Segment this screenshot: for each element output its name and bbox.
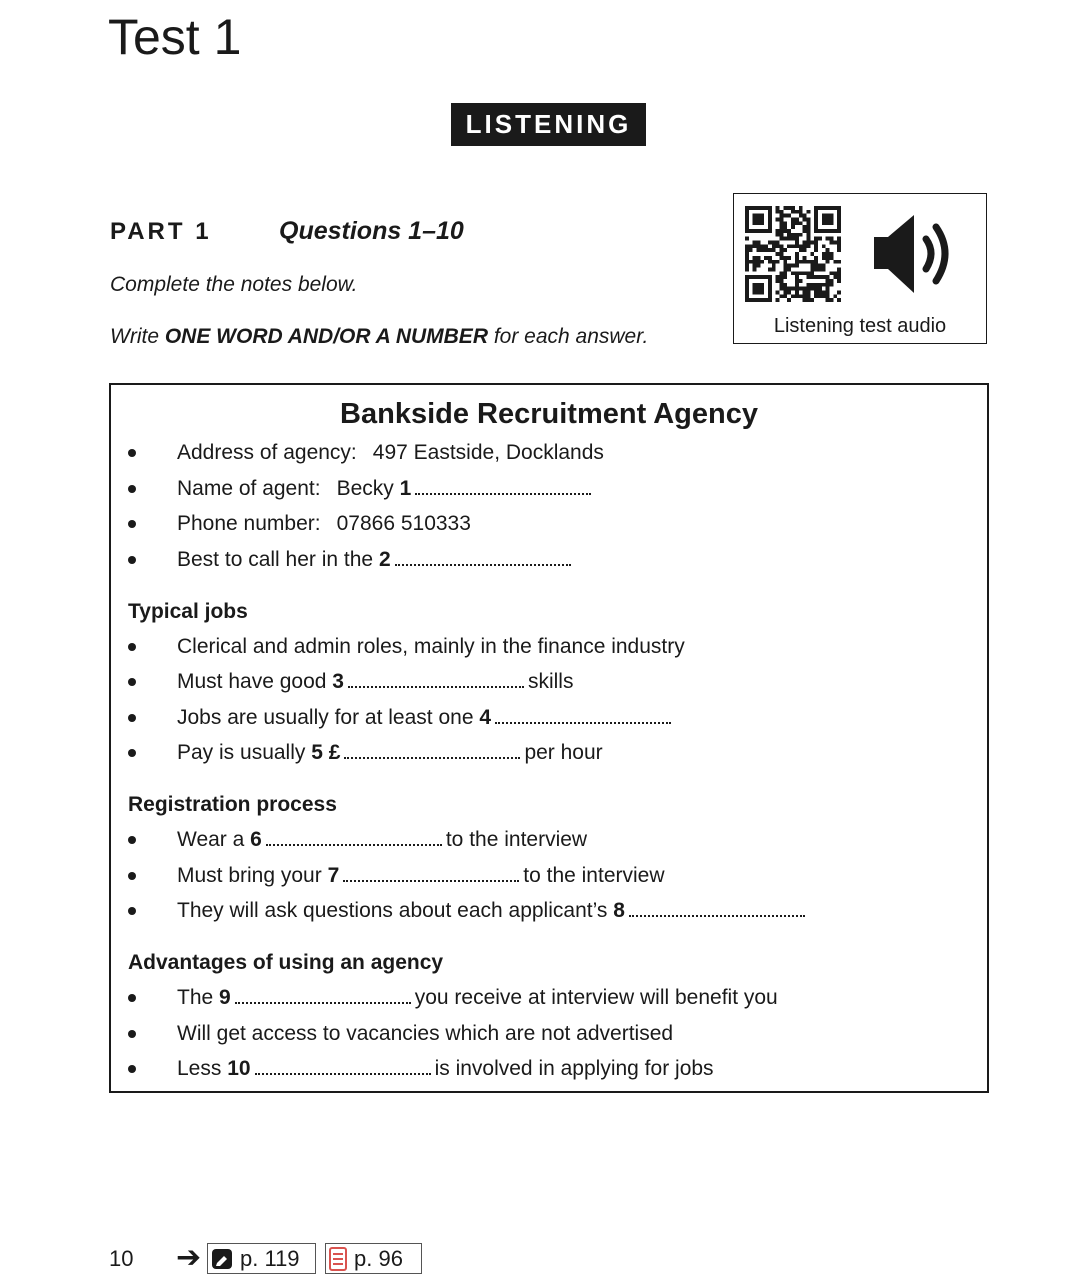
list-item — [177, 864, 665, 888]
answer-blank-1[interactable] — [415, 491, 591, 495]
page-number: 10 — [109, 1246, 134, 1271]
answer-blank-9[interactable] — [235, 1000, 411, 1004]
list-item — [177, 477, 595, 501]
question-number: 3 — [332, 670, 344, 693]
item-text: The — [177, 986, 214, 1009]
item-label: Address of agency: — [177, 441, 357, 464]
audio-caption: Listening test audio — [773, 315, 947, 337]
list-item: Clerical and admin roles, mainly in the finance industry — [177, 635, 685, 658]
question-number: 7 — [327, 864, 340, 887]
list-item — [177, 986, 778, 1010]
question-number: 2 — [378, 548, 391, 571]
answer-blank-3[interactable] — [348, 684, 524, 688]
list-item — [177, 1057, 714, 1081]
question-number: 5 £ — [311, 741, 341, 764]
bullet — [128, 643, 136, 651]
item-text: Best to call her in the — [177, 548, 374, 571]
list-item — [177, 670, 573, 694]
list-item — [177, 706, 675, 730]
item-text: Must bring your — [177, 864, 322, 887]
question-number: 10 — [227, 1057, 251, 1080]
transcript-icon — [329, 1247, 347, 1271]
item-text-after: is involved in applying for jobs — [434, 1057, 714, 1080]
bullet — [128, 520, 136, 528]
item-value: 497 Eastside, Docklands — [372, 441, 604, 464]
section-heading-advantages: Advantages of using an agency — [128, 951, 444, 974]
answers-page-ref: p. 119 — [240, 1245, 300, 1271]
section-heading-registration: Registration process — [128, 793, 337, 816]
question-number: 9 — [219, 986, 231, 1009]
bullet — [128, 1030, 136, 1038]
answer-blank-4[interactable] — [495, 720, 671, 724]
item-text-after: to the interview — [523, 864, 665, 887]
speaker-icon[interactable] — [874, 213, 956, 295]
item-text: Wear a — [177, 828, 245, 851]
list-item — [177, 512, 471, 536]
item-label: Name of agent: — [177, 477, 321, 500]
bullet — [128, 907, 136, 915]
question-number: 8 — [613, 899, 625, 922]
question-number: 6 — [250, 828, 262, 851]
item-label: Phone number: — [177, 512, 321, 535]
list-item — [177, 828, 587, 852]
bullet — [128, 449, 136, 457]
test-title: Test 1 — [108, 9, 242, 65]
qr-code-icon[interactable] — [745, 206, 841, 302]
answer-blank-6[interactable] — [266, 842, 442, 846]
answer-key-icon — [211, 1248, 233, 1270]
instruction-pre: Write — [110, 325, 165, 348]
answer-blank-5[interactable] — [344, 755, 520, 759]
bullet — [128, 556, 136, 564]
question-number: 1 — [399, 477, 412, 500]
transcript-page-ref: p. 96 — [354, 1245, 403, 1271]
notes-box — [109, 383, 989, 1093]
instruction-bold: ONE WORD AND/OR A NUMBER — [164, 325, 488, 348]
item-text: They will ask questions about each applicant’s — [177, 899, 608, 922]
question-number: 4 — [479, 706, 492, 729]
item-text-after: per hour — [524, 741, 603, 764]
transcript-page-link[interactable] — [325, 1243, 422, 1274]
bullet — [128, 749, 136, 757]
item-text-after: to the interview — [445, 828, 588, 851]
item-value: 07866 510333 — [336, 512, 471, 535]
answer-blank-10[interactable] — [255, 1071, 431, 1075]
answer-blank-2[interactable] — [395, 562, 571, 566]
questions-range: Questions 1–10 — [279, 217, 464, 245]
instruction-word-limit — [110, 325, 648, 349]
bullet — [128, 836, 136, 844]
item-text: Jobs are usually for at least one — [177, 706, 474, 729]
bullet — [128, 1065, 136, 1073]
notes-title: Bankside Recruitment Agency — [340, 398, 758, 430]
item-text: Pay is usually — [177, 741, 306, 764]
audio-box[interactable] — [733, 193, 987, 344]
part-label: PART 1 — [110, 218, 212, 245]
bullet — [128, 485, 136, 493]
instruction-complete-notes: Complete the notes below. — [110, 273, 358, 296]
list-item — [177, 741, 603, 765]
item-text-after: you receive at interview will benefit you — [414, 986, 778, 1009]
section-heading-typical-jobs: Typical jobs — [128, 600, 248, 623]
instruction-post: for each answer. — [487, 325, 649, 348]
answer-blank-7[interactable] — [343, 878, 519, 882]
list-item — [177, 548, 575, 572]
bullet — [128, 872, 136, 880]
item-value: Becky — [336, 477, 394, 500]
answers-page-link[interactable] — [207, 1243, 316, 1274]
list-item — [177, 441, 604, 465]
list-item — [177, 899, 809, 923]
answer-blank-8[interactable] — [629, 913, 805, 917]
bullet — [128, 678, 136, 686]
bullet — [128, 714, 136, 722]
list-item: Will get access to vacancies which are not advertised — [177, 1022, 674, 1045]
item-text-after: skills — [527, 670, 574, 693]
bullet — [128, 994, 136, 1002]
arrow-right-icon: ➔ — [176, 1241, 202, 1274]
item-text: Less — [177, 1057, 222, 1080]
item-text: Must have good — [177, 670, 327, 693]
section-banner: LISTENING — [451, 103, 646, 146]
